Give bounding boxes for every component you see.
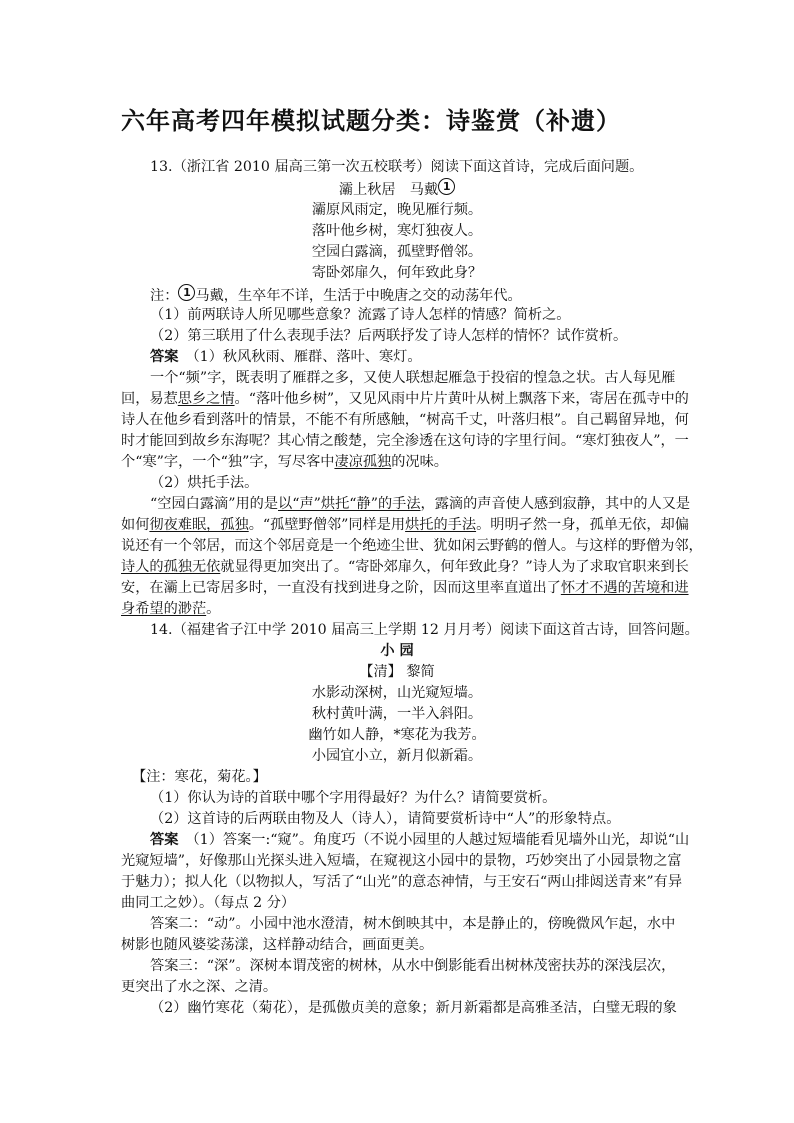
answer-label: 答案 bbox=[150, 832, 179, 848]
q14-poem-line: 水影动深树，山光窥短墙。 bbox=[311, 685, 483, 701]
poem-title-text: 灞上秋居 马戴 bbox=[338, 182, 439, 198]
underlined-text: 怀才不遇的苦境和进 bbox=[560, 580, 689, 596]
text-run: 。“孤壁野僧邻”同样是用 bbox=[248, 517, 406, 533]
footnote-text: 马戴，生卒年不详，生活于中晚唐之交的动荡年代。 bbox=[195, 288, 522, 304]
q13-para2-line bbox=[150, 494, 690, 514]
q13-para2-line bbox=[121, 515, 689, 535]
answer-label: 答案 bbox=[150, 349, 179, 365]
q13-para1-line bbox=[121, 389, 689, 409]
q13-intro: 13.（浙江省 2010 届高三第一次五校联考）阅读下面这首诗，完成后面问题。 bbox=[150, 159, 644, 175]
q13-answer-1 bbox=[150, 347, 422, 367]
text-run: 。明明孑然一身，孤单无依，却偏 bbox=[476, 517, 689, 533]
q13-answer-2: （2）烘托手法。 bbox=[150, 475, 259, 491]
q14-answer-1 bbox=[150, 830, 689, 850]
q13-para1-line: 诗人在他乡看到落叶的情景，不能不有所感触，“树高千丈，叶落归根”。自己羁留异地，何 bbox=[121, 412, 689, 428]
q13-para2-line: 说还有一个邻居，而这个邻居竟是一个绝迹尘世、犹如闲云野鹤的僧人。与这样的野僧为邻， bbox=[121, 538, 703, 554]
footnote-mark-icon: 1 bbox=[438, 178, 455, 195]
q13-para2-line bbox=[121, 557, 689, 577]
q14-answer-line: 更突出了水之深、之清。 bbox=[121, 979, 278, 995]
q14-question-2: （2）这首诗的后两联由物及人（诗人），请简要赏析诗中“人”的形象特点。 bbox=[150, 811, 621, 827]
q13-para2-line bbox=[121, 578, 689, 598]
q13-footnote bbox=[150, 284, 522, 306]
q14-answer-line: 光窥短墙”，好像那山光探头进入短墙，在窥视这小园中的景物，巧妙突出了小园景物之富 bbox=[121, 853, 682, 869]
q13-poem-title bbox=[0, 178, 794, 200]
q14-poem-line: 秋村黄叶满，一半入斜阳。 bbox=[311, 706, 483, 722]
q14-answer-line: 答案二：“动”。小园中池水澄清，树木倒映其中，本是静止的，傍晚微风乍起，水中 bbox=[150, 916, 676, 932]
underlined-text: 以“声”烘托“静”的手法 bbox=[278, 496, 421, 512]
text-run: 个“寒”字，一个“独”字，写尽客中 bbox=[121, 454, 335, 470]
underlined-text: 彻夜难眠，孤独 bbox=[149, 517, 249, 533]
q14-question-1: （1）你认为诗的首联中哪个字用得最好？为什么？请简要赏析。 bbox=[150, 790, 557, 806]
q14-poem-line: 幽竹如人静，*寒花为我芳。 bbox=[308, 727, 486, 743]
footnote-prefix: 注： bbox=[150, 288, 179, 304]
q13-para2-line bbox=[121, 599, 220, 619]
underlined-text: 思乡之情 bbox=[177, 391, 235, 407]
text-run: “空园白露滴”用的是 bbox=[150, 496, 279, 512]
q13-para1-line bbox=[121, 452, 448, 472]
q14-answer-line: 答案三：“深”。深树本谓茂密的树林，从水中倒影能看出树林茂密扶苏的深浅层次， bbox=[150, 958, 676, 974]
text-run: ，露滴的声音使人感到寂静，其中的人又是 bbox=[420, 496, 691, 512]
q13-poem-line: 寄卧郊扉久，何年致此身？ bbox=[311, 265, 483, 281]
answer-text: （1）秋风秋雨、雁群、落叶、寒灯。 bbox=[192, 349, 422, 365]
q13-question-1: （1）前两联诗人所见哪些意象？流露了诗人怎样的情感？简析之。 bbox=[150, 307, 571, 323]
underlined-text: 烘托的手法 bbox=[405, 517, 477, 533]
text-run: 。 bbox=[206, 601, 221, 617]
text-run: 回，易惹 bbox=[121, 391, 178, 407]
underlined-text: 诗人的孤独无依 bbox=[121, 559, 221, 575]
text-run: 。“落叶他乡树”，又见风雨中片片黄叶从树上飘落下来，寄居在孤寺中的 bbox=[234, 391, 689, 407]
text-run: 如何 bbox=[121, 517, 150, 533]
q13-poem-line: 空园白露滴，孤壁野僧邻。 bbox=[311, 244, 483, 260]
q13-para1-line: 时才能回到故乡东海呢？其心情之酸楚，完全渗透在这句诗的字里行间。“寒灯独夜人”，一 bbox=[121, 433, 689, 449]
q13-poem-line: 灞原风雨定，晚见雁行频。 bbox=[311, 202, 483, 218]
q14-author: 【清】 黎简 bbox=[359, 664, 435, 680]
q14-answer-line: 树影也随风婆娑荡漾，这样静动结合，画面更美。 bbox=[121, 937, 434, 953]
text-run: 的况味。 bbox=[391, 454, 448, 470]
q14-intro: 14.（福建省子江中学 2010 届高三上学期 12 月月考）阅读下面这首古诗，回答问题。 bbox=[150, 622, 699, 638]
text-run: 安，在灞上已寄居多时，一直没有找到进身之阶，因而这里率直道出了 bbox=[121, 580, 561, 596]
q13-question-2: （2）第三联用了什么表现手法？后两联抒发了诗人怎样的情怀？试作赏析。 bbox=[150, 328, 628, 344]
q14-note: 【注：寒花，菊花。】 bbox=[132, 769, 267, 785]
q14-answer-line: （2）幽竹寒花（菊花），是孤傲贞美的意象；新月新霜都是高雅圣洁，白璧无瑕的象 bbox=[150, 1000, 677, 1016]
q13-para1-line: 一个“频”字，既表明了雁群之多，又使人联想起雁急于投宿的惶急之状。古人每见雁 bbox=[150, 370, 676, 386]
page-title: 六年高考四年模拟试题分类：诗鉴赏（补遗） bbox=[121, 106, 621, 135]
q14-poem-title: 小 园 bbox=[380, 643, 414, 659]
underlined-text: 身希望的渺茫 bbox=[121, 601, 207, 617]
q14-poem-line: 小园宜小立，新月似新霜。 bbox=[311, 748, 483, 764]
q14-answer-line: 曲同工之妙）。（每点 2 分） bbox=[121, 895, 296, 911]
underlined-text: 凄凉孤独 bbox=[334, 454, 392, 470]
text-run: 就显得更加突出了。“寄卧郊扉久，何年致此身？”诗人为了求取官职来到长 bbox=[220, 559, 689, 575]
q13-poem-line: 落叶他乡树，寒灯独夜人。 bbox=[311, 223, 483, 239]
answer-text: （1）答案一:“窥”。角度巧（不说小园里的人越过短墙能看见墙外山光，却说“山 bbox=[192, 832, 690, 848]
footnote-mark-icon: 1 bbox=[178, 284, 195, 301]
q14-answer-line: 于魅力）；拟人化（以物拟人，写活了“山光”的意态神情，与王安石“两山排闼送青来”有异 bbox=[121, 874, 683, 890]
